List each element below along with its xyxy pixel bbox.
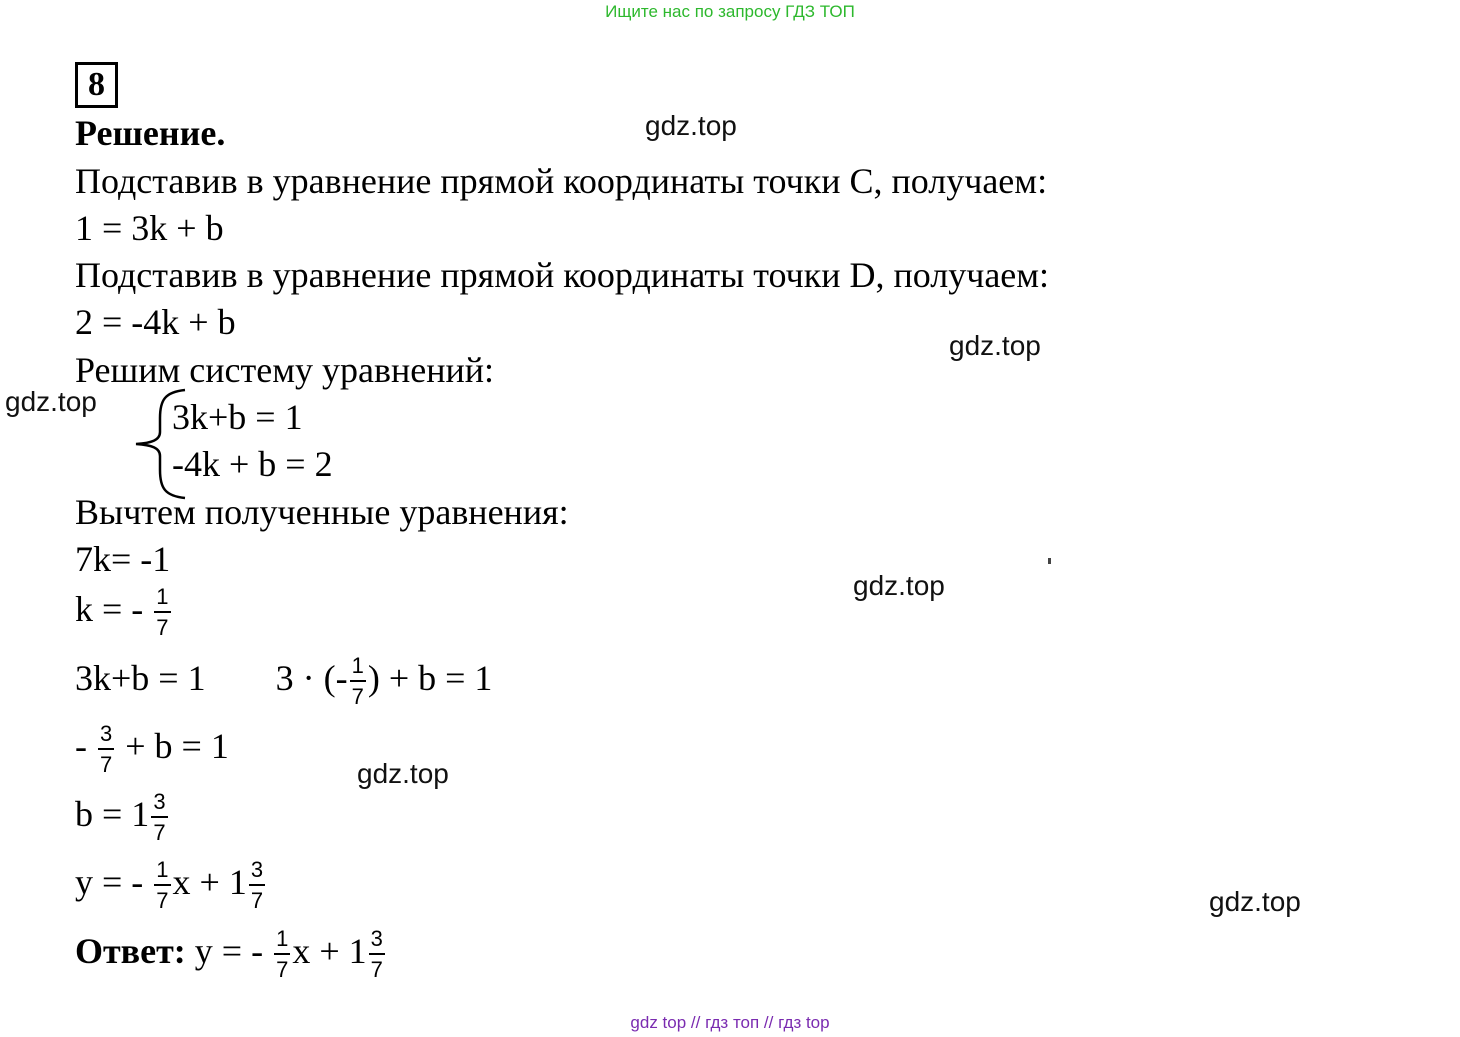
- fraction-one-seventh: [274, 928, 290, 981]
- equation-c: 1 = 3k + b: [75, 208, 224, 248]
- fraction-one-seventh: [154, 859, 170, 912]
- fraction-numerator: 3: [369, 928, 385, 955]
- equation-b-prefix: b = 1: [75, 793, 150, 834]
- equation-substitution: [75, 655, 492, 708]
- watermark: gdz.top: [949, 330, 1041, 361]
- text-line-3: Подставив в уравнение прямой координаты точки D, получаем:: [75, 255, 1050, 295]
- fraction-denominator: 7: [250, 888, 264, 913]
- equation-d: 2 = -4k + b: [75, 302, 236, 342]
- footer-links: gdz top // гдз топ // гдз top: [630, 1013, 830, 1032]
- fraction-numerator: 1: [274, 928, 290, 955]
- fraction-numerator: 1: [350, 655, 366, 682]
- watermark: gdz.top: [357, 758, 449, 789]
- equation-7k: 7k= -1: [75, 539, 171, 579]
- solution-title: Решение.: [75, 113, 226, 153]
- fraction-three-sevenths: [369, 928, 385, 981]
- equation-three-sevenths: [75, 723, 229, 776]
- fraction-denominator: 7: [153, 820, 166, 845]
- fraction-three-sevenths: [151, 791, 167, 844]
- system-equation-1: 3k+b = 1: [172, 397, 303, 437]
- fraction-denominator: 7: [351, 684, 364, 709]
- equation-suffix: + b = 1: [125, 725, 229, 766]
- fraction-three-sevenths: [249, 859, 265, 912]
- fraction-denominator: 7: [156, 615, 169, 640]
- equation-k: [75, 586, 173, 639]
- answer-label: Ответ:: [75, 930, 186, 971]
- watermark: gdz.top: [645, 110, 737, 141]
- text-line-5: Решим систему уравнений:: [75, 350, 495, 390]
- answer-middle: x + 1: [292, 930, 367, 971]
- equation-minus-prefix: -: [75, 725, 87, 766]
- text-line-1: Подставив в уравнение прямой координаты точки С, получаем:: [75, 161, 1048, 201]
- equation-k-prefix: k = -: [75, 588, 144, 629]
- fraction-three-sevenths: [98, 723, 114, 776]
- substitution-suffix: ) + b = 1: [367, 657, 493, 698]
- equation-b: [75, 791, 170, 844]
- fraction-one-seventh: [350, 655, 366, 708]
- equation-y-prefix: y = -: [75, 861, 144, 902]
- equation-y-middle: x + 1: [172, 861, 247, 902]
- watermark: gdz.top: [5, 386, 97, 417]
- fraction-denominator: 7: [370, 957, 383, 982]
- text-line-6: Вычтем полученные уравнения:: [75, 492, 569, 532]
- fraction-numerator: 1: [154, 586, 170, 613]
- substitution-prefix: 3 · (-: [275, 657, 348, 698]
- watermark: gdz.top: [853, 570, 945, 601]
- problem-number-box: 8: [75, 62, 118, 108]
- equation-line-y: [75, 859, 267, 912]
- fraction-one-seventh: [154, 586, 170, 639]
- top-banner: Ищите нас по запросу ГДЗ ТОП: [605, 2, 855, 21]
- fraction-numerator: 3: [249, 859, 265, 886]
- fraction-denominator: 7: [156, 888, 169, 913]
- fraction-numerator: 3: [151, 791, 167, 818]
- fraction-numerator: 3: [98, 723, 114, 750]
- watermark: gdz.top: [1209, 886, 1301, 917]
- system-equation-2: -4k + b = 2: [172, 444, 333, 484]
- equation-system-first: 3k+b = 1: [75, 657, 206, 698]
- answer-prefix: y = -: [194, 930, 264, 971]
- fraction-numerator: 1: [154, 859, 170, 886]
- fraction-denominator: 7: [276, 957, 289, 982]
- scan-speck: [1048, 558, 1051, 564]
- fraction-denominator: 7: [100, 752, 113, 777]
- answer-line: [75, 928, 387, 981]
